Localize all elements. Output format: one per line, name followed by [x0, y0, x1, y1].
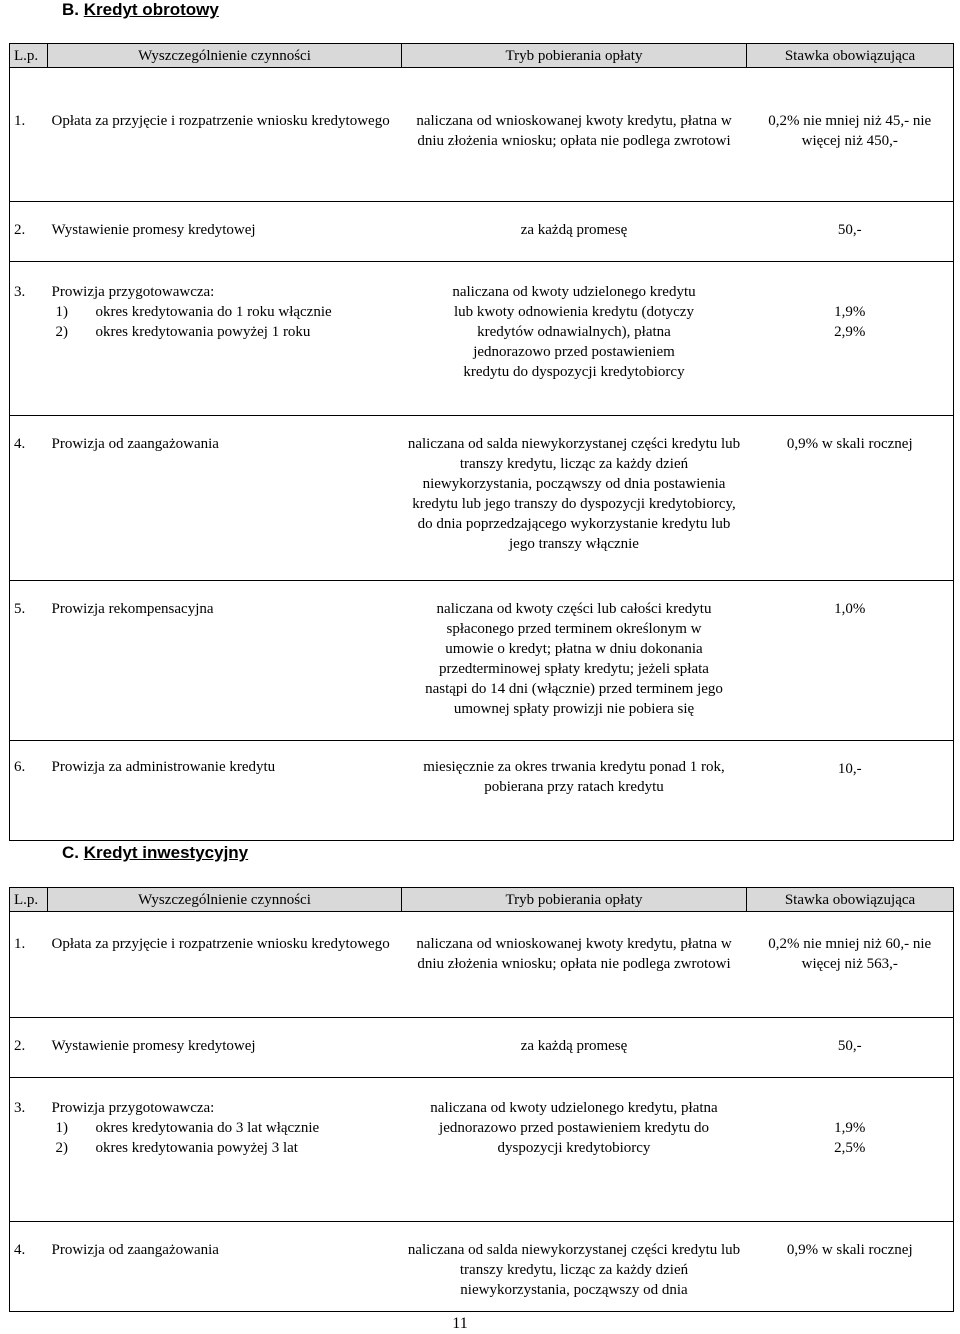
row-lp: 3.: [10, 1078, 48, 1222]
row-rate: 0,9% w skali rocznej: [747, 1222, 954, 1312]
fee-table-b: [9, 43, 954, 841]
row-mode: za każdą promesę: [402, 202, 747, 262]
row-mode: miesięcznie za okres trwania kredytu ponad 1 rok, pobierana przy ratach kredytu: [402, 741, 747, 841]
row-name: Opłata za przyjęcie i rozpatrzenie wniosku kredytowego: [48, 68, 402, 202]
row-mode: naliczana od wnioskowanej kwoty kredytu, płatna w dniu złożenia wniosku; opłata nie podlega zwrotowi: [402, 912, 747, 1018]
row-rate-cell: [747, 1078, 954, 1222]
sub-item-number: 1): [55, 1120, 68, 1136]
row-lp: 6.: [10, 741, 48, 841]
row-mode: naliczana od kwoty części lub całości kredytu spłaconego przed terminem określonym w umowie o kredyt; płatna w dniu dokonania przedterminowej spłaty kredytu; jeżeli spłata nastąpi do 14 dni (włącznie) przed terminem jego umownej spłaty prowizji nie pobiera się: [402, 581, 747, 741]
row-rate: 50,-: [747, 202, 954, 262]
section-c-letter: C.: [62, 843, 79, 862]
row-mode: naliczana od salda niewykorzystanej części kredytu lub transzy kredytu, licząc za każdy dzień niewykorzystania, począwszy od dnia: [402, 1222, 747, 1312]
row-lp: 1.: [10, 68, 48, 202]
row-mode: naliczana od kwoty udzielonego kredytu, płatna jednorazowo przed postawieniem kredytu do dyspozycji kredytobiorcy: [402, 1078, 747, 1222]
row-rate: 1,9%: [834, 1120, 866, 1136]
row-name: Wystawienie promesy kredytowej: [48, 1018, 402, 1078]
row-name: Prowizja za administrowanie kredytu: [48, 741, 402, 841]
row-name-cell: [48, 1078, 402, 1222]
sub-item-label: okres kredytowania do 3 lat włącznie: [95, 1120, 320, 1136]
sub-item-label: okres kredytowania do 1 roku włącznie: [95, 304, 332, 320]
row-lp: 2.: [10, 202, 48, 262]
row-lp: 4.: [10, 416, 48, 581]
table-row: [10, 1222, 954, 1312]
header-rate: Stawka obowiązująca: [747, 888, 954, 912]
table-row: [10, 68, 954, 202]
section-c-heading: [62, 843, 248, 863]
sub-item-label: okres kredytowania powyżej 3 lat: [95, 1140, 298, 1156]
sub-item-number: 2): [55, 1140, 68, 1156]
table-row: [10, 1078, 954, 1222]
row-rate: 50,-: [747, 1018, 954, 1078]
row-lp: 1.: [10, 912, 48, 1018]
row-rate: 0,2% nie mniej niż 45,- nie więcej niż 450,-: [747, 68, 954, 202]
header-name: Wyszczególnienie czynności: [48, 888, 402, 912]
sub-item: [52, 302, 398, 322]
table-row: [10, 1018, 954, 1078]
row-rate: 2,5%: [834, 1140, 866, 1156]
header-mode: Tryb pobierania opłaty: [402, 888, 747, 912]
row-name: Prowizja od zaangażowania: [48, 1222, 402, 1312]
sub-item-number: 1): [55, 304, 68, 320]
sub-item: [52, 1138, 398, 1158]
row-mode: naliczana od kwoty udzielonego kredytu lub kwoty odnowienia kredytu (dotyczy kredytów odnawialnych), płatna jednorazowo przed postawieniem kredytu do dyspozycji kredytobiorcy: [402, 262, 747, 416]
table-row: [10, 741, 954, 841]
row-mode: za każdą promesę: [402, 1018, 747, 1078]
section-b-letter: B.: [62, 0, 79, 19]
row-name: Wystawienie promesy kredytowej: [48, 202, 402, 262]
row-lp: 4.: [10, 1222, 48, 1312]
row-name: Prowizja przygotowawcza:: [51, 284, 215, 300]
sub-item: [52, 322, 398, 342]
header-rate: Stawka obowiązująca: [747, 44, 954, 68]
row-rate-cell: [747, 262, 954, 416]
row-lp: 5.: [10, 581, 48, 741]
header-mode: Tryb pobierania opłaty: [402, 44, 747, 68]
sub-item: [52, 1118, 398, 1138]
row-name: Prowizja przygotowawcza:: [51, 1100, 215, 1116]
table-row: [10, 581, 954, 741]
table-row: [10, 912, 954, 1018]
row-name-cell: [48, 262, 402, 416]
row-mode: naliczana od salda niewykorzystanej części kredytu lub transzy kredytu, licząc za każdy dzień niewykorzystania, począwszy od dnia postawienia kredytu lub jego transzy do dyspozycji kredytobiorcy, do dnia poprzedzającego wykorzystanie kredytu lub jego transzy włącznie: [402, 416, 747, 581]
row-rate: 0,2% nie mniej niż 60,- nie więcej niż 563,-: [747, 912, 954, 1018]
section-c-title: Kredyt inwestycyjny: [83, 843, 249, 862]
row-rate: 2,9%: [834, 324, 866, 340]
row-name: Prowizja rekompensacyjna: [48, 581, 402, 741]
table-row: [10, 202, 954, 262]
row-mode: naliczana od wnioskowanej kwoty kredytu, płatna w dniu złożenia wniosku; opłata nie podlega zwrotowi: [402, 68, 747, 202]
table-row: [10, 416, 954, 581]
row-name: Prowizja od zaangażowania: [48, 416, 402, 581]
row-rate: 1,9%: [834, 304, 866, 320]
section-b-title: Kredyt obrotowy: [83, 0, 219, 19]
header-lp: L.p.: [10, 888, 48, 912]
fee-table-c: [9, 887, 954, 1312]
sub-item-number: 2): [55, 324, 68, 340]
sub-item-label: okres kredytowania powyżej 1 roku: [95, 324, 311, 340]
table-row: [10, 262, 954, 416]
row-lp: 2.: [10, 1018, 48, 1078]
table-header-row: [10, 888, 954, 912]
row-lp: 3.: [10, 262, 48, 416]
header-lp: L.p.: [10, 44, 48, 68]
row-name: Opłata za przyjęcie i rozpatrzenie wniosku kredytowego: [48, 912, 402, 1018]
row-rate: 1,0%: [747, 581, 954, 741]
row-rate: 10,-: [747, 741, 954, 841]
section-b-heading: [62, 0, 219, 20]
table-header-row: [10, 44, 954, 68]
header-name: Wyszczególnienie czynności: [48, 44, 402, 68]
row-rate: 0,9% w skali rocznej: [747, 416, 954, 581]
page-number: 11: [452, 1315, 468, 1332]
